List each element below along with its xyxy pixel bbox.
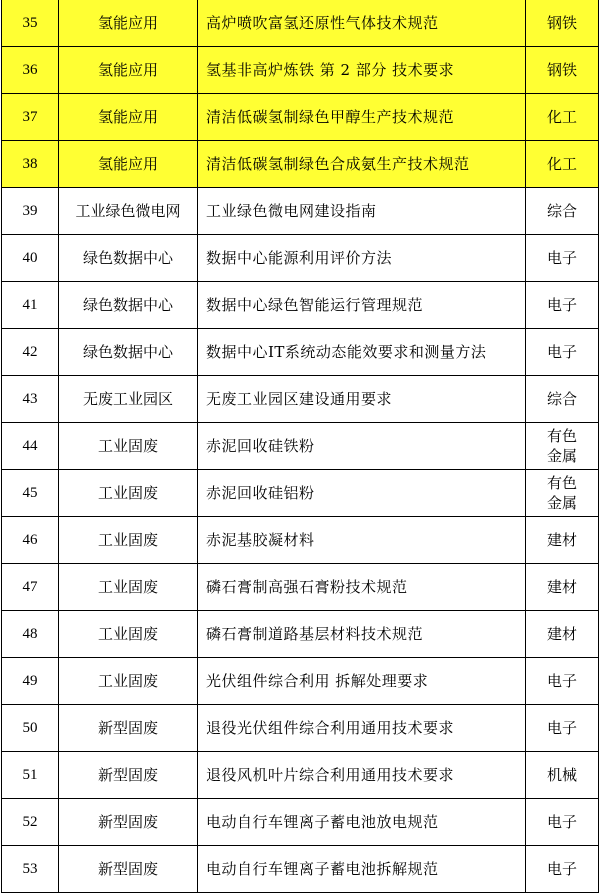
row-industry: 化工 — [526, 94, 599, 141]
row-industry: 钢铁 — [526, 0, 599, 47]
row-category: 工业固废 — [59, 611, 198, 658]
row-number: 52 — [2, 799, 59, 846]
row-standard-name: 数据中心绿色智能运行管理规范 — [198, 282, 526, 329]
row-category: 工业固废 — [59, 517, 198, 564]
row-number: 47 — [2, 564, 59, 611]
table-row — [2, 564, 599, 611]
row-number: 41 — [2, 282, 59, 329]
row-number: 50 — [2, 705, 59, 752]
table-row — [2, 141, 599, 188]
table-row — [2, 47, 599, 94]
row-category: 工业固废 — [59, 658, 198, 705]
row-industry: 化工 — [526, 141, 599, 188]
row-industry: 建材 — [526, 517, 599, 564]
row-number: 46 — [2, 517, 59, 564]
row-industry: 机械 — [526, 752, 599, 799]
row-number: 38 — [2, 141, 59, 188]
row-industry: 电子 — [526, 658, 599, 705]
table-row — [2, 423, 599, 470]
row-number: 42 — [2, 329, 59, 376]
row-number: 49 — [2, 658, 59, 705]
table-row — [2, 752, 599, 799]
row-number: 36 — [2, 47, 59, 94]
row-industry: 有色 金属 — [526, 423, 599, 470]
row-category: 工业绿色微电网 — [59, 188, 198, 235]
row-category: 绿色数据中心 — [59, 235, 198, 282]
row-industry: 电子 — [526, 846, 599, 893]
table-row — [2, 799, 599, 846]
row-number: 43 — [2, 376, 59, 423]
row-standard-name: 清洁低碳氢制绿色合成氨生产技术规范 — [198, 141, 526, 188]
row-standard-name: 清洁低碳氢制绿色甲醇生产技术规范 — [198, 94, 526, 141]
row-industry: 建材 — [526, 564, 599, 611]
row-standard-name: 磷石膏制道路基层材料技术规范 — [198, 611, 526, 658]
row-standard-name: 磷石膏制高强石膏粉技术规范 — [198, 564, 526, 611]
table-row — [2, 0, 599, 47]
row-standard-name: 无废工业园区建设通用要求 — [198, 376, 526, 423]
row-number: 45 — [2, 470, 59, 517]
table-row — [2, 376, 599, 423]
row-category: 氢能应用 — [59, 0, 198, 47]
row-category: 新型固废 — [59, 705, 198, 752]
row-number: 51 — [2, 752, 59, 799]
row-industry: 有色 金属 — [526, 470, 599, 517]
table-row — [2, 188, 599, 235]
table-row — [2, 658, 599, 705]
row-category: 新型固废 — [59, 799, 198, 846]
row-category: 氢能应用 — [59, 141, 198, 188]
table-row — [2, 705, 599, 752]
row-number: 44 — [2, 423, 59, 470]
row-category: 无废工业园区 — [59, 376, 198, 423]
row-category: 氢能应用 — [59, 94, 198, 141]
row-number: 53 — [2, 846, 59, 893]
row-category: 新型固废 — [59, 752, 198, 799]
row-standard-name: 赤泥基胶凝材料 — [198, 517, 526, 564]
table-row — [2, 235, 599, 282]
standards-table — [1, 0, 599, 893]
row-industry: 电子 — [526, 799, 599, 846]
row-industry: 电子 — [526, 329, 599, 376]
row-category: 绿色数据中心 — [59, 329, 198, 376]
table-row — [2, 329, 599, 376]
row-category: 工业固废 — [59, 470, 198, 517]
row-category: 工业固废 — [59, 564, 198, 611]
row-standard-name: 光伏组件综合利用 拆解处理要求 — [198, 658, 526, 705]
row-standard-name: 数据中心能源利用评价方法 — [198, 235, 526, 282]
row-industry: 综合 — [526, 188, 599, 235]
row-standard-name: 工业绿色微电网建设指南 — [198, 188, 526, 235]
row-industry: 电子 — [526, 235, 599, 282]
row-standard-name: 电动自行车锂离子蓄电池放电规范 — [198, 799, 526, 846]
row-category: 绿色数据中心 — [59, 282, 198, 329]
row-standard-name: 赤泥回收硅铝粉 — [198, 470, 526, 517]
row-standard-name: 数据中心IT系统动态能效要求和测量方法 — [198, 329, 526, 376]
row-number: 35 — [2, 0, 59, 47]
row-number: 39 — [2, 188, 59, 235]
standards-table-body — [2, 0, 599, 893]
row-number: 40 — [2, 235, 59, 282]
row-standard-name: 退役光伏组件综合利用通用技术要求 — [198, 705, 526, 752]
table-row — [2, 846, 599, 893]
row-industry: 建材 — [526, 611, 599, 658]
row-number: 37 — [2, 94, 59, 141]
row-industry: 综合 — [526, 376, 599, 423]
row-industry: 电子 — [526, 705, 599, 752]
table-row — [2, 611, 599, 658]
row-standard-name: 氢基非高炉炼铁 第 2 部分 技术要求 — [198, 47, 526, 94]
row-number: 48 — [2, 611, 59, 658]
row-industry: 钢铁 — [526, 47, 599, 94]
table-row — [2, 282, 599, 329]
table-row — [2, 517, 599, 564]
row-standard-name: 电动自行车锂离子蓄电池拆解规范 — [198, 846, 526, 893]
table-row — [2, 94, 599, 141]
row-category: 新型固废 — [59, 846, 198, 893]
row-standard-name: 退役风机叶片综合利用通用技术要求 — [198, 752, 526, 799]
table-row — [2, 470, 599, 517]
row-category: 氢能应用 — [59, 47, 198, 94]
row-standard-name: 赤泥回收硅铁粉 — [198, 423, 526, 470]
row-category: 工业固废 — [59, 423, 198, 470]
row-standard-name: 高炉喷吹富氢还原性气体技术规范 — [198, 0, 526, 47]
row-industry: 电子 — [526, 282, 599, 329]
